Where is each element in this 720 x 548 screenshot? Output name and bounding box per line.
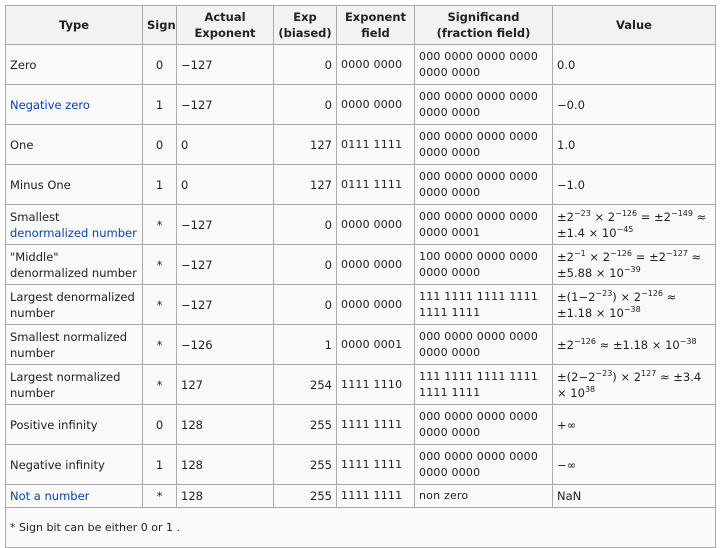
significand-cell: 000 0000 0000 0000 0000 0000	[415, 85, 553, 125]
value-cell: NaN	[553, 485, 716, 508]
table-row	[6, 245, 716, 285]
value-cell: $\pm 2^{-1} \times 2^{-126} = \pm 2^{-127} \approx \pm 5.88 \times 10^{-39}$	[553, 245, 716, 285]
biased-exponent-cell: 1	[274, 325, 337, 365]
value-cell: +∞	[553, 405, 716, 445]
sign-cell: *	[143, 285, 177, 325]
value-cell: $\pm(1-2^{-23}) \times 2^{-126} \approx \pm 1.18 \times 10^{-38}$	[553, 285, 716, 325]
actual-exponent-cell: 128	[177, 445, 274, 485]
table-row	[6, 485, 716, 508]
header-sign: Sign	[143, 6, 177, 45]
sign-cell: 1	[143, 445, 177, 485]
sign-cell: *	[143, 365, 177, 405]
header-significand: Significand (fraction field)	[415, 6, 553, 45]
header-actual-exponent: Actual Exponent	[177, 6, 274, 45]
value-cell: $\pm(2-2^{-23}) \times 2^{127} \approx \pm 3.4 \times 10^{38}$	[553, 365, 716, 405]
value-cell: −∞	[553, 445, 716, 485]
sign-cell: 1	[143, 165, 177, 205]
table-row	[6, 45, 716, 85]
actual-exponent-cell: 128	[177, 485, 274, 508]
header-value: Value	[553, 6, 716, 45]
exponent-field-cell: 0000 0000	[337, 205, 415, 245]
type-cell: Largest normalized number	[6, 365, 143, 405]
biased-exponent-cell: 127	[274, 165, 337, 205]
biased-exponent-cell: 255	[274, 485, 337, 508]
value-cell: $\pm 2^{-126} \approx \pm 1.18 \times 10^{-38}$	[553, 325, 716, 365]
biased-exponent-cell: 0	[274, 205, 337, 245]
exponent-field-cell: 1111 1111	[337, 485, 415, 508]
biased-exponent-cell: 0	[274, 245, 337, 285]
table-row	[6, 285, 716, 325]
actual-exponent-cell: −127	[177, 245, 274, 285]
significand-cell: 000 0000 0000 0000 0000 0000	[415, 125, 553, 165]
actual-exponent-cell: 0	[177, 165, 274, 205]
footnote: * Sign bit can be either 0 or 1 .	[6, 508, 716, 548]
biased-exponent-cell: 255	[274, 405, 337, 445]
type-cell: Zero	[6, 45, 143, 85]
actual-exponent-cell: −126	[177, 325, 274, 365]
sign-cell: *	[143, 485, 177, 508]
exponent-field-cell: 1111 1111	[337, 445, 415, 485]
exponent-field-cell: 0000 0000	[337, 45, 415, 85]
table-row	[6, 445, 716, 485]
significand-cell: 000 0000 0000 0000 0000 0000	[415, 165, 553, 205]
type-cell	[6, 205, 143, 245]
type-cell: Smallest normalized number	[6, 325, 143, 365]
sign-cell: 0	[143, 125, 177, 165]
table-row	[6, 85, 716, 125]
sign-cell: *	[143, 325, 177, 365]
type-cell	[6, 85, 143, 125]
actual-exponent-cell: −127	[177, 285, 274, 325]
value-cell: 0.0	[553, 45, 716, 85]
actual-exponent-cell: 128	[177, 405, 274, 445]
significand-cell: 000 0000 0000 0000 0000 0000	[415, 405, 553, 445]
exponent-field-cell: 0000 0000	[337, 285, 415, 325]
type-cell: One	[6, 125, 143, 165]
biased-exponent-cell: 0	[274, 45, 337, 85]
not-a-number-link[interactable]: Not a number	[10, 489, 90, 503]
significand-cell: 000 0000 0000 0000 0000 0000	[415, 445, 553, 485]
biased-exponent-cell: 0	[274, 285, 337, 325]
sign-cell: *	[143, 205, 177, 245]
value-cell: −0.0	[553, 85, 716, 125]
significand-cell: 111 1111 1111 1111 1111 1111	[415, 285, 553, 325]
actual-exponent-cell: −127	[177, 45, 274, 85]
header-type: Type	[6, 6, 143, 45]
float-special-values-table	[5, 5, 716, 548]
table-row	[6, 165, 716, 205]
type-cell	[6, 485, 143, 508]
sign-cell: 1	[143, 85, 177, 125]
table-row	[6, 405, 716, 445]
type-cell: Minus One	[6, 165, 143, 205]
exponent-field-cell: 0000 0000	[337, 85, 415, 125]
value-cell: $\pm 2^{-23} \times 2^{-126} = \pm 2^{-149} \approx \pm 1.4 \times 10^{-45}$	[553, 205, 716, 245]
table-row	[6, 125, 716, 165]
sign-cell: 0	[143, 45, 177, 85]
biased-exponent-cell: 127	[274, 125, 337, 165]
value-cell: 1.0	[553, 125, 716, 165]
type-cell: "Middle" denormalized number	[6, 245, 143, 285]
significand-cell: 100 0000 0000 0000 0000 0000	[415, 245, 553, 285]
actual-exponent-cell: 127	[177, 365, 274, 405]
actual-exponent-cell: −127	[177, 205, 274, 245]
footnote-row	[6, 508, 716, 548]
actual-exponent-cell: −127	[177, 85, 274, 125]
biased-exponent-cell: 0	[274, 85, 337, 125]
table-row	[6, 365, 716, 405]
type-cell: Positive infinity	[6, 405, 143, 445]
actual-exponent-cell: 0	[177, 125, 274, 165]
significand-cell: 000 0000 0000 0000 0000 0000	[415, 45, 553, 85]
type-cell: Largest denormalized number	[6, 285, 143, 325]
header-row	[6, 6, 716, 45]
type-cell: Negative infinity	[6, 445, 143, 485]
header-exponent-field: Exponent field	[337, 6, 415, 45]
significand-cell: 000 0000 0000 0000 0000 0000	[415, 325, 553, 365]
significand-cell: 000 0000 0000 0000 0000 0001	[415, 205, 553, 245]
exponent-field-cell: 0111 1111	[337, 165, 415, 205]
table-row	[6, 205, 716, 245]
sign-cell: *	[143, 245, 177, 285]
exponent-field-cell: 0000 0001	[337, 325, 415, 365]
biased-exponent-cell: 255	[274, 445, 337, 485]
value-cell: −1.0	[553, 165, 716, 205]
table-row	[6, 325, 716, 365]
exponent-field-cell: 0111 1111	[337, 125, 415, 165]
type-text: Smallest	[10, 209, 60, 224]
exponent-field-cell: 0000 0000	[337, 245, 415, 285]
negative-zero-link[interactable]: Negative zero	[10, 97, 90, 112]
significand-cell: 111 1111 1111 1111 1111 1111	[415, 365, 553, 405]
header-exp-biased: Exp (biased)	[274, 6, 337, 45]
denormalized-number-link[interactable]: denormalized number	[10, 225, 137, 240]
exponent-field-cell: 1111 1110	[337, 365, 415, 405]
exponent-field-cell: 1111 1111	[337, 405, 415, 445]
sign-cell: 0	[143, 405, 177, 445]
biased-exponent-cell: 254	[274, 365, 337, 405]
significand-cell: non zero	[415, 485, 553, 508]
